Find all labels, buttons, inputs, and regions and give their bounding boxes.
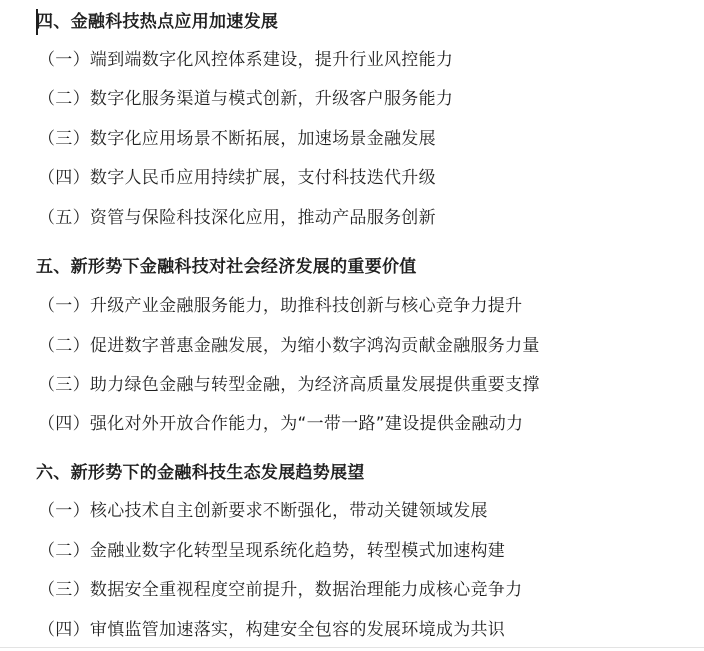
section-heading-4: 四、金融科技热点应用加速发展	[36, 12, 279, 32]
list-item: （一）升级产业金融服务能力，助推科技创新与核心竞争力提升	[38, 296, 523, 316]
list-item: （四）审慎监管加速落实，构建安全包容的发展环境成为共识	[38, 620, 506, 640]
list-item: （一）端到端数字化风控体系建设，提升行业风控能力	[38, 50, 454, 70]
list-item: （四）强化对外开放合作能力，为“一带一路”建设提供金融动力	[38, 414, 524, 434]
section-heading-5: 五、新形势下金融科技对社会经济发展的重要价值	[36, 257, 417, 277]
list-item: （二）数字化服务渠道与模式创新，升级客户服务能力	[38, 89, 454, 109]
list-item: （二）促进数字普惠金融发展，为缩小数字鸿沟贡献金融服务力量	[38, 336, 540, 356]
divider	[0, 647, 704, 648]
list-item: （五）资管与保险科技深化应用，推动产品服务创新	[38, 208, 436, 228]
section-heading-6: 六、新形势下的金融科技生态发展趋势展望	[36, 463, 365, 483]
list-item: （一）核心技术自主创新要求不断强化，带动关键领域发展	[38, 501, 488, 521]
list-item: （四）数字人民币应用持续扩展，支付科技迭代升级	[38, 168, 436, 188]
list-item: （二）金融业数字化转型呈现系统化趋势，转型模式加速构建	[38, 541, 506, 561]
list-item: （三）数据安全重视程度空前提升，数据治理能力成核心竞争力	[38, 580, 523, 600]
list-item: （三）数字化应用场景不断拓展，加速场景金融发展	[38, 129, 436, 149]
list-item: （三）助力绿色金融与转型金融，为经济高质量发展提供重要支撑	[38, 375, 540, 395]
